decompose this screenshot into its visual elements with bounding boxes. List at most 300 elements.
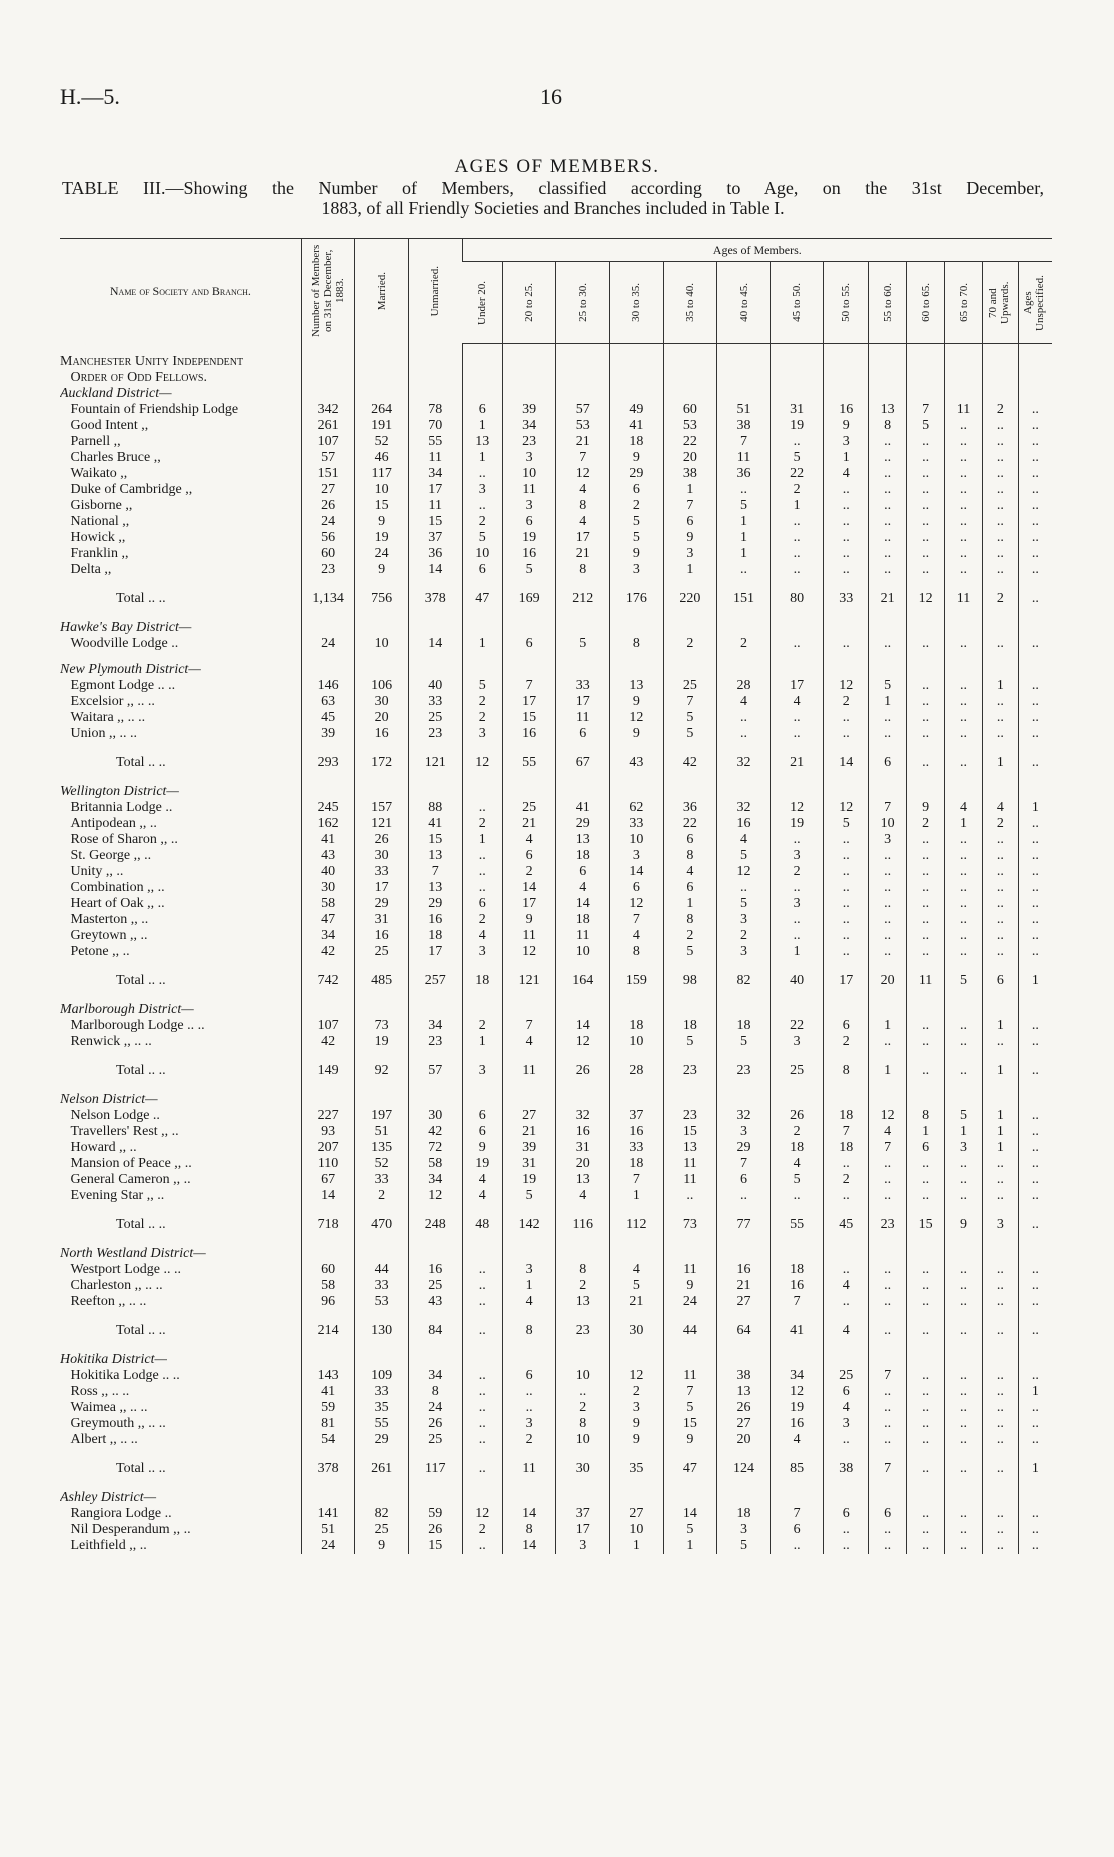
table-row — [60, 434, 1052, 450]
table-cell: .. — [983, 710, 1019, 726]
table-cell: 42 — [301, 944, 355, 960]
table-cell: 52 — [355, 434, 409, 450]
table-cell: 1 — [1018, 800, 1052, 816]
table-cell: 29 — [355, 1432, 409, 1448]
table-cell — [869, 1204, 907, 1214]
branch-name: Charleston ,, .. .. — [60, 1278, 163, 1293]
table-cell: 5 — [462, 678, 502, 694]
table-cell: 5 — [717, 1034, 771, 1050]
table-cell: 32 — [556, 1108, 610, 1124]
table-cell: 34 — [408, 1172, 462, 1188]
table-cell: .. — [907, 864, 945, 880]
table-cell — [301, 370, 355, 386]
table-cell: 42 — [663, 752, 717, 774]
spacer-row — [60, 344, 1052, 355]
district-row — [60, 784, 1052, 800]
table-cell: 24 — [301, 514, 355, 530]
table-cell — [983, 960, 1019, 970]
table-cell — [556, 1448, 610, 1458]
table-cell: 26 — [717, 1400, 771, 1416]
table-cell — [462, 1082, 502, 1092]
table-cell: .. — [869, 1294, 907, 1310]
table-cell: 9 — [355, 514, 409, 530]
table-cell: 11 — [663, 1368, 717, 1384]
table-cell: .. — [945, 1034, 983, 1050]
table-cell: 1 — [983, 678, 1019, 694]
table-cell: 3 — [556, 1538, 610, 1554]
society-name: Manchester Unity Independent — [60, 354, 244, 369]
table-cell — [355, 1480, 409, 1490]
table-cell — [502, 1002, 556, 1018]
table-cell — [717, 354, 771, 370]
table-cell: 33 — [824, 588, 869, 610]
table-cell — [355, 662, 409, 678]
table-cell: .. — [869, 710, 907, 726]
table-cell: 3 — [717, 944, 771, 960]
table-cell: 159 — [610, 970, 664, 992]
spacer-row — [60, 1050, 1052, 1060]
table-cell: 4 — [462, 1172, 502, 1188]
table-cell — [869, 578, 907, 588]
table-cell: .. — [1018, 450, 1052, 466]
table-cell — [945, 370, 983, 386]
table-cell: 12 — [824, 678, 869, 694]
table-cell: 4 — [983, 800, 1019, 816]
table-cell — [663, 774, 717, 784]
table-cell: .. — [824, 1188, 869, 1204]
table-cell: 33 — [610, 816, 664, 832]
branch-name: Waikato ,, — [60, 466, 128, 481]
table-cell — [301, 620, 355, 636]
table-cell — [610, 370, 664, 386]
table-cell — [408, 1342, 462, 1352]
table-cell: 4 — [556, 514, 610, 530]
table-cell — [301, 1050, 355, 1060]
table-cell: .. — [1018, 482, 1052, 498]
table-cell — [770, 1480, 824, 1490]
table-cell: 6 — [462, 402, 502, 418]
page-title: AGES OF MEMBERS. — [454, 156, 660, 177]
table-cell: 23 — [301, 562, 355, 578]
table-cell — [824, 774, 869, 784]
table-cell: .. — [824, 928, 869, 944]
table-cell — [945, 960, 983, 970]
table-cell — [869, 1448, 907, 1458]
table-cell: .. — [983, 1522, 1019, 1538]
table-cell: 7 — [556, 450, 610, 466]
table-cell: 30 — [610, 1320, 664, 1342]
table-cell: 130 — [355, 1320, 409, 1342]
table-cell: 14 — [502, 1538, 556, 1554]
table-cell: 14 — [408, 562, 462, 578]
header-age-6: 45 to 50. — [770, 262, 824, 344]
table-cell: 6 — [462, 896, 502, 912]
table-cell: 44 — [663, 1320, 717, 1342]
table-cell — [502, 578, 556, 588]
table-cell — [824, 370, 869, 386]
table-cell — [301, 774, 355, 784]
table-cell — [983, 1204, 1019, 1214]
table-cell — [824, 1246, 869, 1262]
table-cell — [408, 1204, 462, 1214]
table-cell: 8 — [907, 1108, 945, 1124]
table-cell: 32 — [717, 800, 771, 816]
table-cell: 1 — [945, 816, 983, 832]
table-cell — [907, 1246, 945, 1262]
table-cell: 14 — [556, 896, 610, 912]
table-cell — [502, 774, 556, 784]
table-cell — [945, 1050, 983, 1060]
table-cell — [462, 1342, 502, 1352]
table-cell: 12 — [610, 710, 664, 726]
table-cell: 13 — [869, 402, 907, 418]
table-cell: 26 — [408, 1416, 462, 1432]
table-cell: 21 — [770, 752, 824, 774]
table-cell: .. — [1018, 514, 1052, 530]
branch-name: Charles Bruce ,, — [60, 450, 161, 465]
table-cell: 7 — [502, 1018, 556, 1034]
table-cell: .. — [945, 1522, 983, 1538]
district-name: Ashley District— — [60, 1490, 157, 1505]
table-cell: .. — [869, 1416, 907, 1432]
table-cell — [556, 344, 610, 355]
table-cell: 6 — [983, 970, 1019, 992]
table-cell — [462, 1236, 502, 1246]
table-cell: 141 — [301, 1506, 355, 1522]
table-row — [60, 402, 1052, 418]
table-cell — [301, 1342, 355, 1352]
table-cell: .. — [869, 1172, 907, 1188]
table-cell: 2 — [907, 816, 945, 832]
table-cell: 107 — [301, 434, 355, 450]
table-cell — [610, 1236, 664, 1246]
table-cell — [355, 1246, 409, 1262]
table-cell — [824, 742, 869, 752]
table-cell: 34 — [408, 1368, 462, 1384]
table-cell: 1 — [610, 1188, 664, 1204]
table-cell: .. — [1018, 498, 1052, 514]
table-caption-line-2: 1883, of all Friendly Societies and Branches included in Table I. — [321, 198, 785, 218]
table-cell: 1 — [462, 636, 502, 652]
table-cell: 7 — [717, 1156, 771, 1172]
table-cell — [907, 1310, 945, 1320]
table-cell: 16 — [355, 928, 409, 944]
table-cell — [556, 386, 610, 402]
table-cell: .. — [983, 944, 1019, 960]
table-cell: .. — [462, 848, 502, 864]
table-cell — [610, 1204, 664, 1214]
table-cell — [355, 1092, 409, 1108]
branch-name: Evening Star ,, .. — [60, 1188, 165, 1203]
table-cell: 17 — [824, 970, 869, 992]
table-cell — [408, 1092, 462, 1108]
table-cell: 2 — [502, 864, 556, 880]
table-cell: .. — [945, 450, 983, 466]
table-cell: 3 — [610, 1400, 664, 1416]
table-cell: .. — [983, 546, 1019, 562]
table-cell: 6 — [462, 1124, 502, 1140]
table-cell — [610, 1480, 664, 1490]
table-cell: 10 — [610, 1034, 664, 1050]
table-cell — [824, 1002, 869, 1018]
table-cell: 6 — [502, 636, 556, 652]
table-cell: .. — [824, 1522, 869, 1538]
table-cell: .. — [945, 880, 983, 896]
table-cell — [355, 386, 409, 402]
table-cell: 38 — [824, 1458, 869, 1480]
table-cell: .. — [1018, 1124, 1052, 1140]
table-cell: 36 — [408, 546, 462, 562]
table-cell — [770, 620, 824, 636]
table-cell: .. — [983, 1400, 1019, 1416]
table-cell: .. — [462, 1538, 502, 1554]
table-cell: .. — [907, 1294, 945, 1310]
spacer — [60, 652, 301, 662]
table-cell — [462, 662, 502, 678]
table-cell: .. — [983, 896, 1019, 912]
table-cell: .. — [869, 482, 907, 498]
table-cell: .. — [462, 864, 502, 880]
table-cell: 6 — [663, 880, 717, 896]
table-cell: 25 — [770, 1060, 824, 1082]
table-cell: 2 — [610, 1384, 664, 1400]
table-cell: 3 — [502, 1416, 556, 1432]
table-row — [60, 1140, 1052, 1156]
table-cell: 5 — [907, 418, 945, 434]
table-cell: .. — [983, 912, 1019, 928]
table-cell: .. — [770, 434, 824, 450]
table-cell: .. — [1018, 726, 1052, 742]
table-cell: 13 — [717, 1384, 771, 1400]
table-cell: .. — [1018, 848, 1052, 864]
total-label: Total .. .. — [60, 755, 166, 770]
table-cell: .. — [770, 562, 824, 578]
table-cell: 106 — [355, 678, 409, 694]
table-cell: 41 — [610, 418, 664, 434]
table-cell: .. — [770, 928, 824, 944]
table-cell: 38 — [717, 1368, 771, 1384]
table-cell — [556, 1050, 610, 1060]
table-cell — [301, 1246, 355, 1262]
table-cell — [717, 1002, 771, 1018]
table-cell: 4 — [502, 1294, 556, 1310]
table-cell — [355, 1002, 409, 1018]
table-cell: 5 — [869, 678, 907, 694]
table-cell — [907, 578, 945, 588]
branch-name: Fountain of Friendship Lodge — [60, 402, 239, 417]
table-cell — [983, 1342, 1019, 1352]
table-cell — [355, 742, 409, 752]
table-cell: 39 — [502, 1140, 556, 1156]
table-row — [60, 880, 1052, 896]
branch-name: Combination ,, .. — [60, 880, 165, 895]
table-cell: 14 — [301, 1188, 355, 1204]
table-cell — [301, 1002, 355, 1018]
table-cell — [408, 1082, 462, 1092]
table-cell: .. — [945, 530, 983, 546]
table-cell: 31 — [770, 402, 824, 418]
table-cell — [301, 1480, 355, 1490]
table-cell — [663, 620, 717, 636]
total-row — [60, 1320, 1052, 1342]
table-cell: 1 — [462, 418, 502, 434]
table-cell: .. — [907, 1320, 945, 1342]
table-cell: 11 — [408, 450, 462, 466]
table-cell — [301, 662, 355, 678]
table-cell: 11 — [556, 710, 610, 726]
district-name: Nelson District— — [60, 1092, 158, 1107]
table-cell: 13 — [663, 1140, 717, 1156]
table-cell: .. — [1018, 588, 1052, 610]
table-cell: .. — [983, 726, 1019, 742]
table-cell — [1018, 370, 1052, 386]
table-cell: 25 — [408, 1432, 462, 1448]
table-cell: .. — [983, 928, 1019, 944]
table-cell — [869, 610, 907, 620]
table-cell — [869, 774, 907, 784]
table-cell: .. — [907, 752, 945, 774]
table-cell — [408, 1352, 462, 1368]
table-cell — [408, 652, 462, 662]
table-cell: 9 — [824, 418, 869, 434]
table-cell: 2 — [462, 514, 502, 530]
table-row — [60, 1172, 1052, 1188]
table-cell — [1018, 354, 1052, 370]
table-cell — [502, 1490, 556, 1506]
spacer — [60, 610, 301, 620]
table-cell: 6 — [824, 1018, 869, 1034]
table-cell: 5 — [462, 530, 502, 546]
table-cell — [556, 1342, 610, 1352]
table-cell — [983, 386, 1019, 402]
table-cell: .. — [824, 546, 869, 562]
table-cell: .. — [983, 1262, 1019, 1278]
table-cell — [824, 386, 869, 402]
table-cell: .. — [983, 1538, 1019, 1554]
table-cell: 36 — [717, 466, 771, 482]
table-cell — [983, 354, 1019, 370]
table-cell: 1 — [717, 546, 771, 562]
table-cell: 51 — [717, 402, 771, 418]
table-cell — [502, 1050, 556, 1060]
table-cell: 18 — [824, 1108, 869, 1124]
branch-name: Antipodean ,, .. — [60, 816, 157, 831]
table-cell: 33 — [355, 864, 409, 880]
table-cell — [462, 1204, 502, 1214]
table-cell — [502, 620, 556, 636]
table-cell — [1018, 652, 1052, 662]
table-cell: 25 — [408, 710, 462, 726]
table-cell: 742 — [301, 970, 355, 992]
table-cell: 85 — [770, 1458, 824, 1480]
table-cell — [556, 992, 610, 1002]
header-age-7: 50 to 55. — [824, 262, 869, 344]
table-cell: .. — [907, 498, 945, 514]
table-cell: .. — [869, 1432, 907, 1448]
table-cell: 29 — [408, 896, 462, 912]
table-cell — [663, 784, 717, 800]
table-cell: .. — [770, 710, 824, 726]
table-cell: 8 — [663, 912, 717, 928]
table-cell — [355, 652, 409, 662]
table-cell — [663, 1246, 717, 1262]
table-cell: 756 — [355, 588, 409, 610]
table-cell: .. — [945, 546, 983, 562]
table-cell — [907, 1352, 945, 1368]
table-cell: 5 — [945, 970, 983, 992]
table-cell: 3 — [462, 1060, 502, 1082]
table-cell — [462, 610, 502, 620]
table-cell: 12 — [824, 800, 869, 816]
table-cell: .. — [945, 636, 983, 652]
table-cell: 1 — [770, 944, 824, 960]
table-cell — [355, 354, 409, 370]
table-cell: 12 — [502, 944, 556, 960]
table-cell: 1 — [1018, 1458, 1052, 1480]
table-cell: 77 — [717, 1214, 771, 1236]
table-cell: .. — [462, 1458, 502, 1480]
table-cell: 207 — [301, 1140, 355, 1156]
table-cell — [869, 354, 907, 370]
table-row — [60, 1400, 1052, 1416]
table-cell — [663, 742, 717, 752]
table-cell: 6 — [824, 1384, 869, 1400]
table-cell: 54 — [301, 1432, 355, 1448]
table-cell: 19 — [770, 816, 824, 832]
table-cell: 485 — [355, 970, 409, 992]
table-cell — [1018, 1448, 1052, 1458]
table-cell: .. — [1018, 678, 1052, 694]
table-cell: .. — [824, 726, 869, 742]
table-cell: .. — [945, 848, 983, 864]
table-cell: 12 — [408, 1188, 462, 1204]
table-cell — [502, 784, 556, 800]
table-cell — [610, 1082, 664, 1092]
table-cell: 1 — [983, 1018, 1019, 1034]
branch-name: Greymouth ,, .. .. — [60, 1416, 166, 1431]
table-cell: 16 — [355, 726, 409, 742]
table-cell — [610, 742, 664, 752]
table-row — [60, 1018, 1052, 1034]
table-cell — [983, 1310, 1019, 1320]
table-cell: 6 — [610, 482, 664, 498]
table-cell: 11 — [502, 928, 556, 944]
table-cell: .. — [869, 1384, 907, 1400]
table-cell — [610, 774, 664, 784]
table-cell — [556, 662, 610, 678]
table-cell: .. — [983, 1172, 1019, 1188]
table-cell: .. — [462, 880, 502, 896]
header-age-4: 35 to 40. — [663, 262, 717, 344]
table-cell — [824, 784, 869, 800]
table-cell: 19 — [502, 530, 556, 546]
table-cell — [945, 652, 983, 662]
table-cell — [945, 1490, 983, 1506]
table-cell: .. — [945, 678, 983, 694]
table-cell — [556, 1490, 610, 1506]
table-cell: 23 — [663, 1060, 717, 1082]
table-cell — [301, 652, 355, 662]
table-cell: 12 — [770, 1384, 824, 1400]
total-row — [60, 970, 1052, 992]
table-cell: 17 — [502, 896, 556, 912]
table-cell: 8 — [556, 1262, 610, 1278]
table-cell — [945, 1204, 983, 1214]
table-cell — [983, 610, 1019, 620]
table-row — [60, 1278, 1052, 1294]
table-cell: 8 — [502, 1522, 556, 1538]
table-cell: 3 — [502, 1262, 556, 1278]
